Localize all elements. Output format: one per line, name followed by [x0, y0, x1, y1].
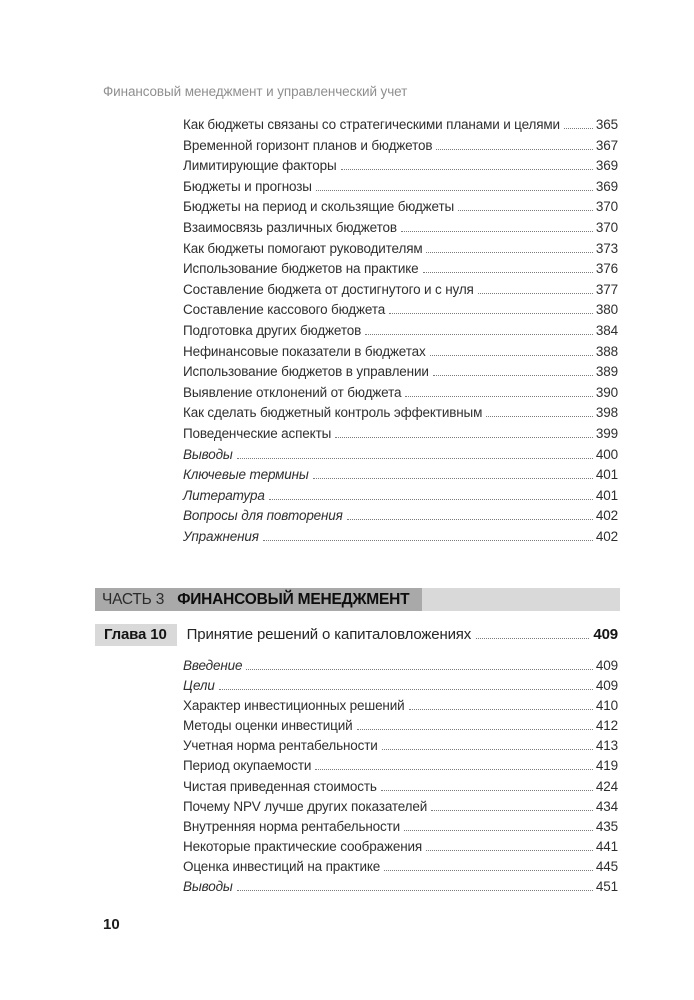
toc-entry [183, 261, 618, 282]
running-header: Финансовый менеджмент и управленческий учет [103, 84, 408, 99]
toc-entry-page-number: 370 [595, 199, 618, 215]
toc-entry-page-number: 377 [595, 281, 618, 297]
dot-leader [382, 749, 593, 750]
toc-entry-page-number: 370 [595, 219, 618, 235]
toc-entry-page-number: 419 [595, 758, 618, 774]
toc-entry-label: Выводы [183, 879, 233, 895]
dot-leader [341, 169, 593, 170]
toc-entry-page-number: 367 [595, 137, 618, 153]
toc-entry [183, 738, 618, 758]
toc-entry [183, 426, 618, 447]
toc-entry-label: Взаимосвязь различных бюджетов [183, 219, 397, 235]
toc-entry-label: Ключевые термины [183, 467, 309, 483]
part-heading-light-segment [422, 588, 620, 611]
dot-leader [409, 709, 593, 710]
toc-entry-label: Составление кассового бюджета [183, 302, 386, 318]
dot-leader [401, 231, 593, 232]
dot-leader [478, 293, 593, 294]
toc-entry-label: Выводы [183, 446, 233, 462]
dot-leader [384, 870, 593, 871]
dot-leader [263, 540, 593, 541]
toc-entry-page-number: 409 [595, 658, 618, 673]
toc-entry-page-number: 401 [595, 487, 618, 503]
toc-entry [183, 779, 618, 799]
toc-entry-page-number: 389 [595, 364, 618, 380]
toc-entry-label: Бюджеты и прогнозы [183, 178, 312, 194]
toc-entry-label: Как бюджеты связаны со стратегическими планами и целями [183, 117, 560, 132]
toc-entry-label: Использование бюджетов в управлении [183, 364, 429, 380]
toc-entry-label: Литература [183, 487, 265, 503]
toc-entry [183, 799, 618, 819]
toc-entry [183, 508, 618, 529]
dot-leader [436, 149, 593, 150]
toc-entry-label: Введение [183, 658, 243, 673]
toc-entry-label: Использование бюджетов на практике [183, 261, 419, 277]
toc-entry [183, 344, 618, 365]
toc-entry [183, 467, 618, 488]
toc-entry [183, 859, 618, 879]
chapter-page-number: 409 [593, 626, 618, 643]
toc-entry-label: Почему NPV лучше других показателей [183, 798, 428, 814]
toc-entry [183, 220, 618, 241]
toc-entry-page-number: 401 [595, 467, 618, 483]
toc-entry-label: Период окупаемости [183, 758, 312, 774]
toc-entry-page-number: 435 [595, 818, 618, 834]
part-heading-dark-segment [95, 588, 422, 611]
toc-entry-label: Временной горизонт планов и бюджетов [183, 137, 433, 153]
toc-entry-page-number: 376 [595, 261, 618, 277]
toc-entry-label: Подготовка других бюджетов [183, 322, 362, 338]
toc-entry [183, 879, 618, 899]
toc-entry [183, 698, 618, 718]
toc-entry-page-number: 434 [595, 798, 618, 814]
toc-entry-page-number: 380 [595, 302, 618, 318]
toc-entry-label: Выявление отклонений от бюджета [183, 384, 402, 400]
toc-entry-page-number: 365 [595, 117, 618, 132]
dot-leader [313, 478, 593, 479]
dot-leader [564, 128, 593, 129]
dot-leader [430, 355, 593, 356]
dot-leader [246, 669, 593, 670]
dot-leader [426, 252, 592, 253]
toc-entry [183, 302, 618, 323]
toc-entry [183, 241, 618, 262]
toc-entry-page-number: 409 [595, 678, 618, 694]
toc-entry-label: Лимитирующие факторы [183, 158, 337, 174]
toc-entry [183, 323, 618, 344]
toc-entry-label: Внутренняя норма рентабельности [183, 818, 401, 834]
toc-entry [183, 138, 618, 159]
toc-entry-label: Некоторые практические соображения [183, 838, 423, 854]
dot-leader [315, 769, 593, 770]
toc-entry-page-number: 398 [595, 405, 618, 421]
dot-leader [335, 437, 593, 438]
dot-leader [381, 790, 593, 791]
dot-leader [486, 416, 593, 417]
dot-leader [433, 375, 593, 376]
dot-leader [431, 810, 593, 811]
toc-entry [183, 529, 618, 550]
toc-entry-page-number: 384 [595, 322, 618, 338]
dot-leader [316, 190, 593, 191]
toc-entry-page-number: 373 [595, 240, 618, 256]
toc-list-budgeting-chapter [183, 117, 618, 549]
toc-entry-page-number: 441 [595, 838, 618, 854]
toc-entry-label: Чистая приведенная стоимость [183, 778, 377, 794]
dot-leader [405, 396, 593, 397]
toc-entry [183, 839, 618, 859]
toc-entry-label: Поведенческие аспекты [183, 425, 332, 441]
toc-entry [183, 678, 618, 698]
dot-leader [476, 638, 589, 639]
toc-entry-label: Методы оценки инвестиций [183, 718, 353, 734]
toc-entry [183, 117, 618, 138]
toc-entry-page-number: 402 [595, 528, 618, 544]
toc-entry-label: Составление бюджета от достигнутого и с нуля [183, 281, 474, 297]
toc-entry-label: Как бюджеты помогают руководителям [183, 240, 423, 256]
toc-entry [183, 158, 618, 179]
toc-entry [183, 718, 618, 738]
toc-entry-page-number: 445 [595, 858, 618, 874]
toc-entry-page-number: 424 [595, 778, 618, 794]
dot-leader [347, 519, 593, 520]
dot-leader [269, 499, 593, 500]
toc-entry-page-number: 388 [595, 343, 618, 359]
toc-entry-page-number: 400 [595, 446, 618, 462]
toc-entry-page-number: 402 [595, 508, 618, 524]
dot-leader [237, 890, 593, 891]
toc-entry-page-number: 451 [595, 879, 618, 895]
chapter-title: Принятие решений о капиталовложениях [186, 626, 472, 643]
part-number: ЧАСТЬ 3 [102, 590, 165, 608]
toc-entry-label: Нефинансовые показатели в бюджетах [183, 343, 426, 359]
toc-entry [183, 758, 618, 778]
folio-page-number: 10 [103, 916, 120, 933]
dot-leader [219, 689, 593, 690]
toc-entry-label: Оценка инвестиций на практике [183, 858, 381, 874]
toc-entry [183, 447, 618, 468]
toc-entry [183, 819, 618, 839]
toc-entry-page-number: 410 [595, 698, 618, 714]
toc-entry-label: Вопросы для повторения [183, 508, 343, 524]
toc-entry-page-number: 390 [595, 384, 618, 400]
toc-entry [183, 405, 618, 426]
toc-entry [183, 282, 618, 303]
dot-leader [365, 334, 593, 335]
dot-leader [404, 830, 593, 831]
toc-entry-label: Характер инвестиционных решений [183, 698, 405, 714]
toc-entry-page-number: 399 [595, 425, 618, 441]
part-title: ФИНАНСОВЫЙ МЕНЕДЖМЕНТ [177, 590, 410, 608]
dot-leader [389, 313, 593, 314]
toc-entry-label: Учетная норма рентабельности [183, 738, 378, 754]
chapter-number-badge: Глава 10 [95, 624, 177, 646]
chapter-heading [95, 624, 618, 646]
dot-leader [357, 729, 593, 730]
toc-entry [183, 488, 618, 509]
toc-entry [183, 385, 618, 406]
dot-leader [426, 850, 593, 851]
dot-leader [458, 210, 593, 211]
toc-entry-page-number: 413 [595, 738, 618, 754]
toc-entry [183, 179, 618, 200]
toc-entry-page-number: 369 [595, 178, 618, 194]
toc-entry-label: Цели [183, 678, 215, 694]
toc-entry [183, 658, 618, 678]
toc-entry-page-number: 412 [595, 718, 618, 734]
toc-entry-label: Упражнения [183, 528, 259, 544]
toc-entry [183, 199, 618, 220]
dot-leader [423, 272, 593, 273]
toc-entry-label: Бюджеты на период и скользящие бюджеты [183, 199, 455, 215]
part-heading [95, 588, 620, 611]
toc-entry [183, 364, 618, 385]
toc-entry-page-number: 369 [595, 158, 618, 174]
toc-entry-label: Как сделать бюджетный контроль эффективным [183, 405, 483, 421]
toc-list-capital-investment-chapter [183, 658, 618, 899]
dot-leader [237, 458, 593, 459]
